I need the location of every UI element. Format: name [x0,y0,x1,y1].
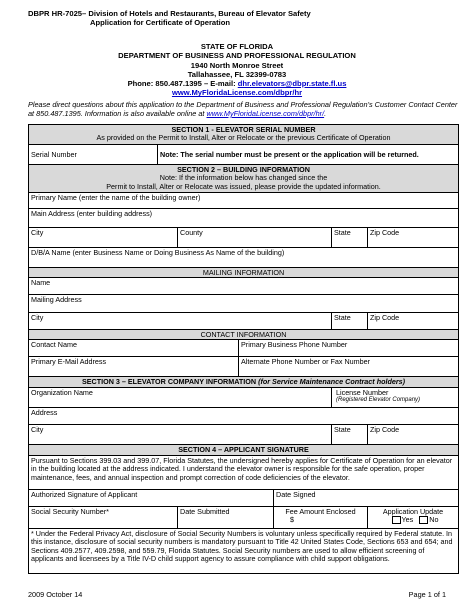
agency-contact [0,79,474,88]
org-name-field[interactable]: Organization Name [29,388,332,407]
footer-date: 2009 October 14 [28,590,83,599]
fee-dollar-sign: $ [290,515,294,525]
agency-block [0,42,474,98]
footer-page-number: Page 1 of 1 [408,590,446,599]
section3-header-cell [29,377,458,387]
primary-name-field[interactable]: Primary Name (enter the name of the building owner) [31,193,201,202]
company-city-row [29,425,458,445]
fee-amount-label: Fee Amount Enclosed [285,507,356,516]
mailing-header [29,268,458,278]
date-submitted-field[interactable]: Date Submitted [178,507,274,528]
license-number-field[interactable] [332,388,458,407]
primary-email-field[interactable]: Primary E-Mail Address [29,357,239,376]
building-city-field[interactable]: City [29,228,178,247]
agency-website-link[interactable]: www.MyFloridaLicense.com/dbpr/hr [171,88,303,98]
building-county-field[interactable]: County [178,228,332,247]
building-state-field[interactable]: State [332,228,368,247]
mailing-title: MAILING INFORMATION [29,268,458,277]
primary-phone-field[interactable]: Primary Business Phone Number [241,340,348,349]
section4-header [29,445,458,456]
section3-header [29,377,458,388]
fee-amount-field[interactable] [274,507,368,528]
no-checkbox[interactable] [419,516,428,524]
org-name-row [29,388,458,408]
license-number-sublabel: (Registered Elevator Company) [336,397,421,404]
mailing-city-field[interactable]: City [29,313,332,329]
form-id-line: DBPR HR-7025– Division of Hotels and Restaurants, Bureau of Elevator Safety [28,9,311,18]
application-update-label: Application Update [382,507,444,516]
date-signed-field[interactable]: Date Signed [276,490,316,499]
serial-number-field[interactable]: Serial Number [29,145,158,164]
section3-title-suffix: (for Service Maintenance Contract holders) [258,377,406,386]
privacy-notice: * Under the Federal Privacy Act, disclosure of Social Security Numbers is voluntary unless specifically required by Federal statute. In this instance, disclosure of social security numbers is mandatory pursuant to Title 42 United States Code, Sections 653 and 654; and Sections 409.2577, 409.2598, and 559.79, Florida Statutes. Social Security numbers are used to allow efficient screening of applicants and licensees by a Title IV-D child support agency to assure compliance with child support obligations. [31,529,453,563]
section4-title: SECTION 4 – APPLICANT SIGNATURE [29,445,458,455]
mailing-state-field[interactable]: State [332,313,368,329]
mailing-name-field[interactable]: Name [31,278,51,287]
dba-row [29,248,458,268]
agency-city: Tallahassee, FL 32399-0783 [187,69,287,79]
agency-street: 1940 North Monroe Street [190,60,284,70]
serial-row [29,145,458,165]
main-address-field[interactable]: Main Address (enter building address) [31,209,153,218]
application-update [368,507,458,528]
ssn-field[interactable]: Social Security Number* [29,507,178,528]
company-zip-field[interactable]: Zip Code [370,425,400,434]
section1-title: SECTION 1 - ELEVATOR SERIAL NUMBER [171,125,316,134]
building-zip-field[interactable]: Zip Code [370,228,400,237]
building-city-row [29,228,458,248]
mailing-address-row [29,295,458,313]
instructions [28,101,458,119]
section1-header-cell [29,125,458,144]
contact-title: CONTACT INFORMATION [29,330,458,339]
form-title: Application for Certificate of Operation [90,18,231,28]
section2-header-cell [29,165,458,192]
main-address-row [29,209,458,228]
instructions-end: . [324,108,327,118]
signature-statement: Pursuant to Sections 399.03 and 399.07, Florida Statutes, the undersigned hereby applies for Certificate of Operation for an elevator in the building located at the address indicated. I understand the elevator owner is responsible for the safe operation, proper maintenance, fees, and annual inspection and prompt correction of code deficiencies of the elevator. [31,456,453,482]
contact-name-row [29,340,458,357]
section1-header [29,125,458,145]
signature-row [29,490,458,507]
license-number-label: License Number [336,388,389,397]
no-label: No [429,515,439,525]
section2-header [29,165,458,193]
section1-subtitle: As provided on the Permit to Install, Alter or Relocate or the previous Certificate of Operation [96,133,391,143]
serial-note: Note: The serial number must be present or the application will be returned. [160,150,419,159]
mailing-city-row [29,313,458,330]
agency-phone: Phone: 850.487.1395 – E-mail: [127,79,238,88]
instructions-link[interactable]: www.MyFloridaLicense.com/dbpr/hr/ [206,108,325,118]
application-form [28,124,459,574]
company-address-field[interactable]: Address [31,408,58,417]
privacy-row [29,529,458,573]
dba-field[interactable]: D/B/A Name (enter Business Name or Doing Business As Name of the building) [31,248,285,257]
instructions-text: Please direct questions about this application to the Department of Business and Professional Regulation’s Customer Contact Center at 850.487.1395. Information is also available online at [28,100,458,118]
yes-label: Yes [401,515,414,525]
mailing-address-field[interactable]: Mailing Address [31,295,82,304]
signature-field[interactable]: Authorized Signature of Applicant [29,490,274,506]
section2-note1: Note: If the information below has changed since the [159,173,328,183]
section3-title: SECTION 3 – ELEVATOR COMPANY INFORMATION [81,377,259,386]
section2-note2: Permit to Install, Alter or Relocate was issued, please provide the updated information. [106,181,381,191]
company-state-field[interactable]: State [332,425,368,444]
contact-name-field[interactable]: Contact Name [29,340,239,356]
agency-state: STATE OF FLORIDA [200,42,274,51]
mailing-name-row [29,278,458,295]
primary-name-row [29,193,458,209]
mailing-zip-field[interactable]: Zip Code [370,313,400,322]
company-address-row [29,408,458,425]
contact-email-row [29,357,458,377]
contact-header [29,330,458,340]
agency-dept: DEPARTMENT OF BUSINESS AND PROFESSIONAL REGULATION [118,51,356,61]
agency-email-link[interactable]: dhr.elevators@dbpr.state.fl.us [237,79,347,88]
form-header [28,9,311,28]
section2-title: SECTION 2 – BUILDING INFORMATION [177,165,310,174]
company-city-field[interactable]: City [29,425,332,444]
ssn-row [29,507,458,529]
alt-phone-field[interactable]: Alternate Phone Number or Fax Number [241,357,371,366]
yes-checkbox[interactable] [392,516,401,524]
statement-row [29,456,458,490]
